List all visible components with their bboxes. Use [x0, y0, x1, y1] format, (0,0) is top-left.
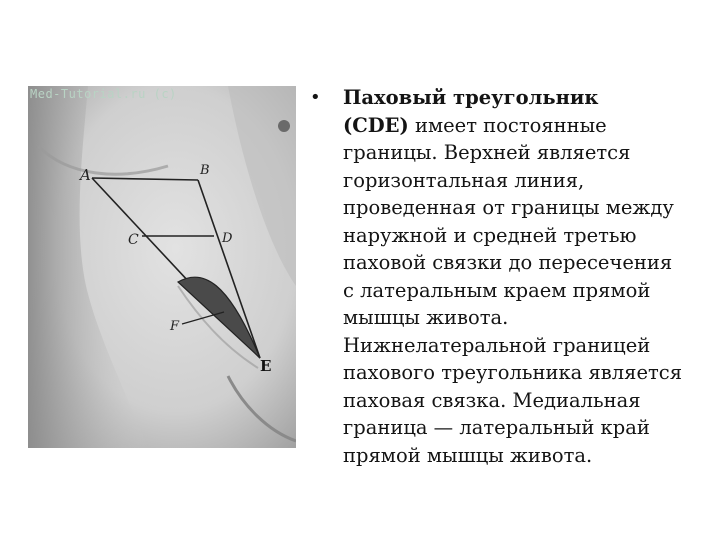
label-a: A [80, 166, 91, 184]
umbilicus [278, 120, 290, 132]
description-paragraph [343, 84, 702, 469]
text-line: паховой связки до пересечения [343, 251, 673, 274]
text-line: с латеральным краем прямой [343, 278, 651, 302]
text-line: граница — латеральный край [343, 416, 650, 439]
text-line: мышцы живота. [343, 306, 509, 329]
text-line: прямой мышцы живота. [343, 443, 593, 467]
label-c: C [128, 232, 139, 248]
label-e: E [260, 357, 272, 375]
description-block [310, 84, 702, 469]
label-f: F [170, 319, 180, 334]
first-line [343, 84, 702, 112]
bullet-marker: • [310, 87, 321, 108]
inguinal-triangle-drawing [28, 86, 296, 448]
heading-bold-abbrev: (CDE) [343, 113, 409, 137]
label-d: D [222, 231, 233, 246]
text-line: проведенная от границы между [343, 196, 674, 219]
watermark-text: Med-Tutorial.ru (c) [30, 87, 177, 101]
heading-bold: Паховый треугольник [343, 86, 599, 109]
second-line [343, 112, 702, 140]
text-line: имеет постоянные [408, 113, 607, 137]
text-line: пахового треугольника является [343, 361, 683, 384]
text-line: наружной и средней третью [343, 223, 637, 247]
text-line: горизонтальная линия, [343, 168, 585, 192]
text-line: паховая связка. Медиальная [343, 388, 641, 412]
text-line: Нижнелатеральной границей [343, 333, 651, 357]
text-line: границы. Верхней является [343, 141, 631, 164]
anatomy-figure [28, 86, 296, 448]
label-b: B [200, 163, 210, 178]
